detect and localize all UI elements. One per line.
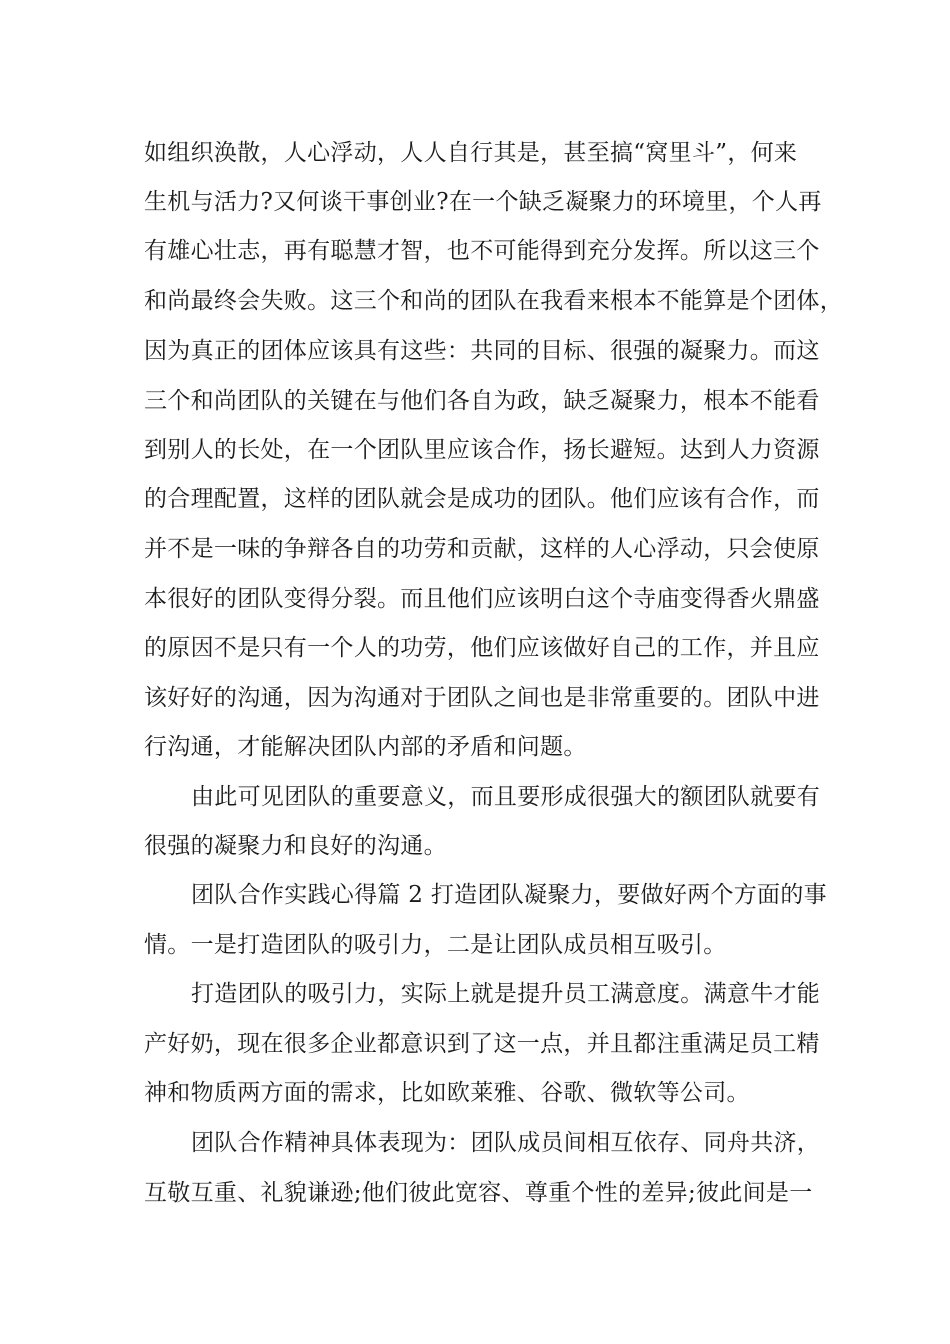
- text-line: 的原因不是只有一个人的功劳，他们应该做好自己的工作，并且应: [144, 635, 820, 661]
- text-line: 产好奶，现在很多企业都意识到了这一点，并且都注重满足员工精: [144, 1031, 820, 1057]
- text-line: 三个和尚团队的关键在与他们各自为政，缺乏凝聚力，根本不能看: [144, 388, 820, 414]
- text-line: 本很好的团队变得分裂。而且他们应该明白这个寺庙变得香火鼎盛: [144, 586, 820, 612]
- text-line: 打造团队的吸引力，实际上就是提升员工满意度。满意牛才能: [191, 981, 821, 1007]
- text-line: 因为真正的团体应该具有这些：共同的目标、很强的凝聚力。而这: [144, 338, 820, 364]
- text-line: 该好好的沟通，因为沟通对于团队之间也是非常重要的。团队中进: [144, 685, 820, 711]
- text-line: 团队合作实践心得篇 2 打造团队凝聚力，要做好两个方面的事: [191, 882, 827, 908]
- text-line: 如组织涣散，人心浮动，人人自行其是，甚至搞“窝里斗”，何来: [144, 140, 798, 166]
- text-line: 并不是一味的争辩各自的功劳和贡献，这样的人心浮动，只会使原: [144, 536, 820, 562]
- text-line: 情。一是打造团队的吸引力，二是让团队成员相互吸引。: [144, 932, 727, 958]
- text-line: 和尚最终会失败。这三个和尚的团队在我看来根本不能算是个团体，: [144, 288, 843, 314]
- text-line: 有雄心壮志，再有聪慧才智，也不可能得到充分发挥。所以这三个: [144, 238, 820, 264]
- text-line: 团队合作精神具体表现为：团队成员间相互依存、同舟共济，: [191, 1130, 821, 1156]
- text-line: 神和物质两方面的需求，比如欧莱雅、谷歌、微软等公司。: [144, 1080, 750, 1106]
- text-line: 很强的凝聚力和良好的沟通。: [144, 833, 447, 859]
- text-line: 到别人的长处，在一个团队里应该合作，扬长避短。达到人力资源: [144, 437, 820, 463]
- text-line: 的合理配置，这样的团队就会是成功的团队。他们应该有合作，而: [144, 486, 820, 512]
- text-line: 生机与活力?又何谈干事创业?在一个缺乏凝聚力的环境里，个人再: [144, 189, 822, 215]
- text-line: 行沟通，才能解决团队内部的矛盾和问题。: [144, 734, 587, 760]
- text-line: 互敬互重、礼貌谦逊;他们彼此宽容、尊重个性的差异;彼此间是一: [144, 1180, 813, 1206]
- text-line: 由此可见团队的重要意义，而且要形成很强大的额团队就要有: [191, 784, 821, 810]
